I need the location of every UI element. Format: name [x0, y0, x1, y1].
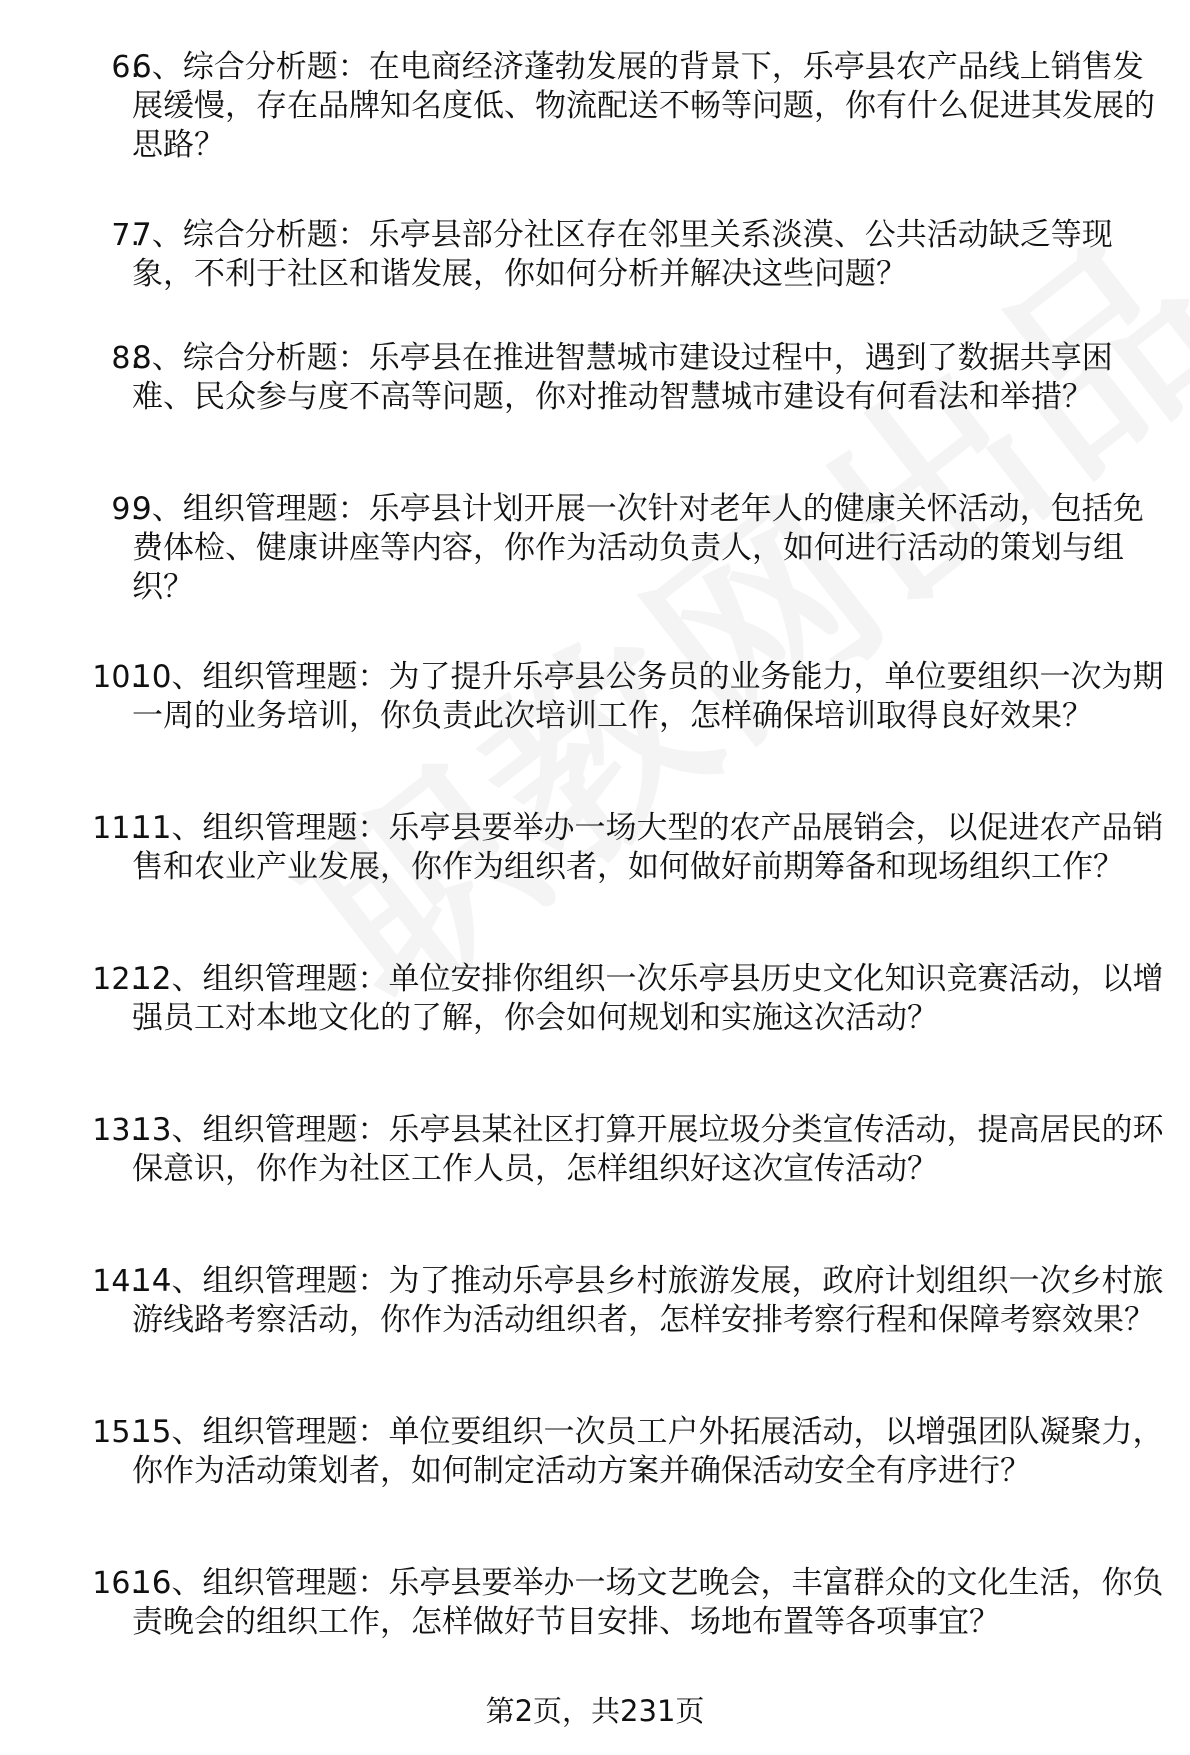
question-text: 9、组织管理题：乐亭县计划开展一次针对老年人的健康关怀活动，包括免费体检、健康讲座等内容，你作为活动负责人，如何进行活动的策划与组织？ — [132, 491, 1144, 605]
question-text: 7、综合分析题：乐亭县部分社区存在邻里关系淡漠、公共活动缺乏等现象，不利于社区和谐发展，你如何分析并解决这些问题？ — [132, 217, 1113, 292]
question-item — [0, 339, 1190, 439]
question-item — [0, 1111, 1190, 1211]
question-list — [0, 48, 1190, 1715]
question-text: 14、组织管理题：为了推动乐亭县乡村旅游发展，政府计划组织一次乡村旅游线路考察活动，你作为活动组织者，怎样安排考察行程和保障考察效果？ — [132, 1263, 1164, 1338]
question-number: 10. — [92, 660, 140, 695]
question-item — [0, 1564, 1190, 1664]
question-item — [0, 809, 1190, 909]
question-text: 6、综合分析题：在电商经济蓬勃发展的背景下，乐亭县农产品线上销售发展缓慢，存在品牌知名度低、物流配送不畅等问题，你有什么促进其发展的思路？ — [132, 49, 1155, 163]
page-footer: 第2页，共231页 — [485, 1694, 705, 1728]
question-number: 16. — [92, 1566, 140, 1601]
question-text: 12、组织管理题：单位安排你组织一次乐亭县历史文化知识竞赛活动，以增强员工对本地文化的了解，你会如何规划和实施这次活动？ — [132, 961, 1164, 1036]
question-number: 14. — [92, 1264, 140, 1299]
question-text: 16、组织管理题：乐亭县要举办一场文艺晚会，丰富群众的文化生活，你负责晚会的组织工作，怎样做好节目安排、场地布置等各项事宜？ — [132, 1565, 1164, 1640]
question-item — [0, 658, 1190, 758]
question-number: 12. — [92, 962, 140, 997]
question-number: 15. — [92, 1415, 140, 1450]
question-number: 6. — [111, 50, 140, 85]
question-number: 9. — [111, 492, 140, 527]
question-number: 8. — [111, 341, 140, 376]
question-item — [0, 48, 1190, 165]
question-number: 7. — [111, 218, 140, 253]
question-text: 8、综合分析题：乐亭县在推进智慧城市建设过程中，遇到了数据共享困难、民众参与度不高等问题，你对推动智慧城市建设有何看法和举措？ — [132, 340, 1113, 415]
question-item — [0, 960, 1190, 1060]
question-text: 15、组织管理题：单位要组织一次员工户外拓展活动，以增强团队凝聚力，你作为活动策划者，如何制定活动方案并确保活动安全有序进行？ — [132, 1414, 1164, 1489]
question-item — [0, 490, 1190, 607]
question-number: 13. — [92, 1113, 140, 1148]
question-item — [0, 1262, 1190, 1362]
question-item — [0, 216, 1190, 294]
question-text: 11、组织管理题：乐亭县要举办一场大型的农产品展销会，以促进农产品销售和农业产业发展，你作为组织者，如何做好前期筹备和现场组织工作？ — [132, 810, 1164, 885]
question-item — [0, 1413, 1190, 1513]
question-text: 13、组织管理题：乐亭县某社区打算开展垃圾分类宣传活动，提高居民的环保意识，你作为社区工作人员，怎样组织好这次宣传活动？ — [132, 1112, 1164, 1187]
question-number: 11. — [92, 811, 140, 846]
question-text: 10、组织管理题：为了提升乐亭县公务员的业务能力，单位要组织一次为期一周的业务培训，你负责此次培训工作，怎样确保培训取得良好效果？ — [132, 659, 1164, 734]
